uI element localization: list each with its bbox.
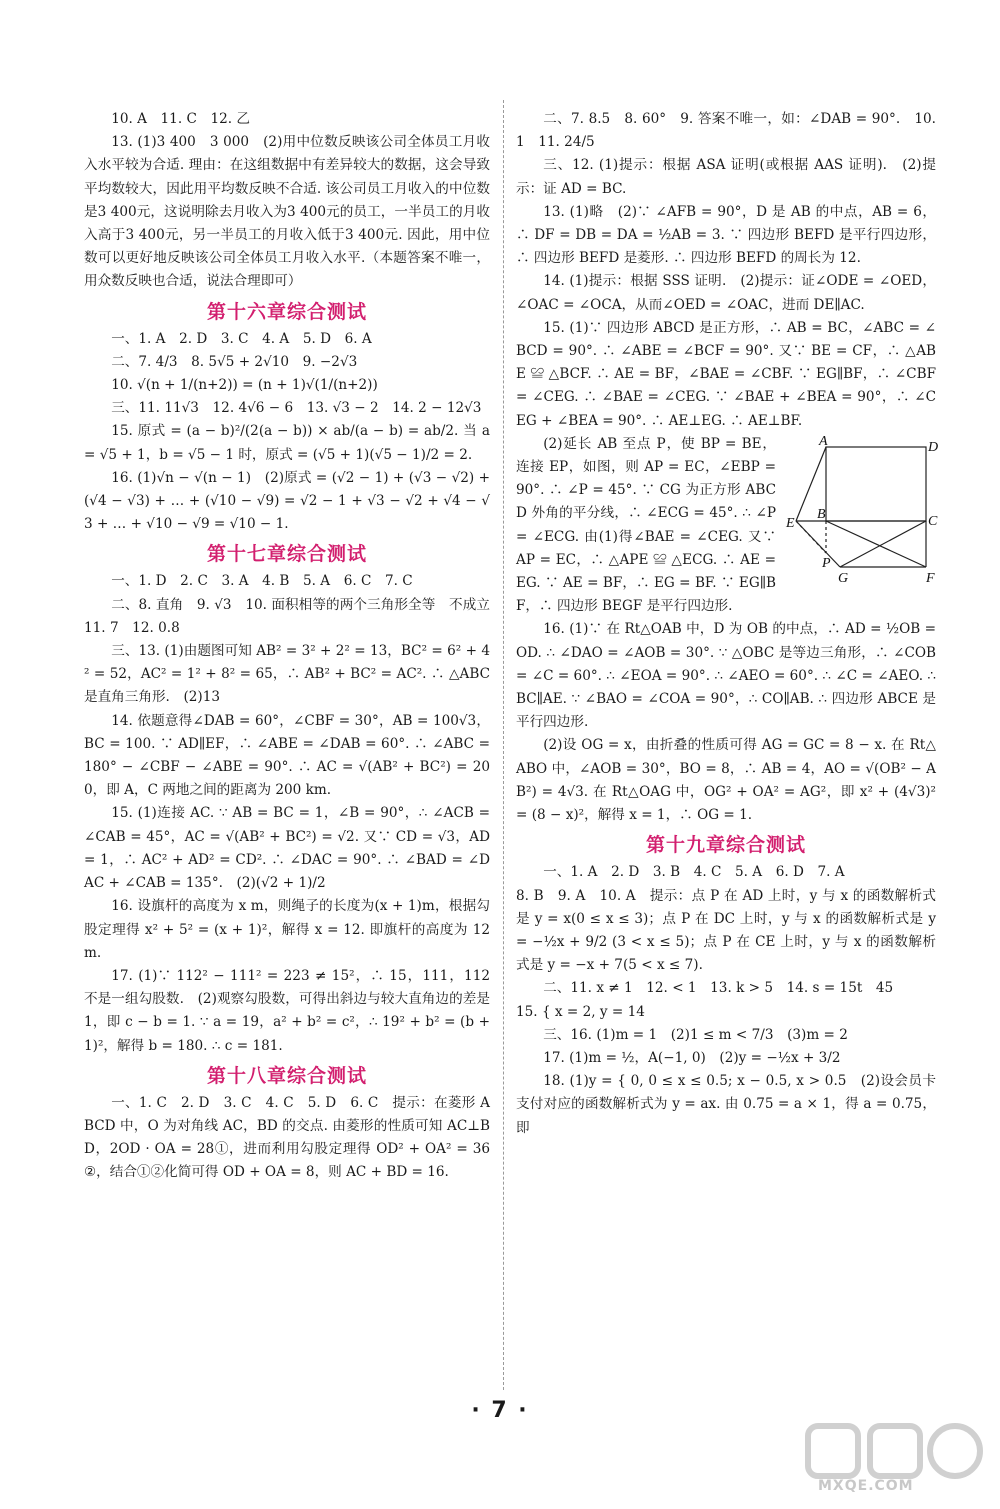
answer-paragraph: 二、7. 4/3 8. 5√5 + 2√10 9. −2√3 <box>111 353 358 370</box>
square-abcd <box>826 447 926 521</box>
answer-paragraph: 二、11. x ≠ 1 12. < 1 13. k > 5 14. s = 15t 45 <box>543 980 894 997</box>
label-e: E <box>786 515 795 531</box>
answer-paragraph: (2)延长 AB 至点 P，使 BP = BE，连接 EP，如图，则 AP = EC，∠EBP = 90°. ∴ ∠P = 45°. ∵ CG 为正方形 ABCD 外角的平分线，∴ ∠ECG = 45°. ∴ ∠P = ∠ECG. 由(1)得∠BAE = ∠CEG. 又∵ AP = EC，∴ △APE ≌ △ECG. ∴ AE = EG. ∵ AE = BF，∴ EG = BF. ∵ EG∥BF，∴ 四边形 BEGF 是平行四边形. <box>516 435 781 615</box>
chapter-16-heading: 第十六章综合测试 <box>206 300 367 323</box>
watermark-text: MXQE.COM <box>818 1478 914 1494</box>
answer-paragraph: 15. 原式 = (a − b)²/(2(a − b)) × ab/(a − b) = ab/2. 当 a = √5 + 1，b = √5 − 1 时，原式 = (√5 + 1)(√5 − 1)/2 = 2. <box>84 423 495 463</box>
segment-gc <box>840 521 926 567</box>
answer-paragraph: 16. 设旗杆的高度为 x m，则绳子的长度为(x + 1)m，根据勾股定理得 x² + 5² = (x + 1)²，解得 x = 12. 即旗杆的高度为 12 m. <box>84 898 495 961</box>
answer-paragraph: 三、13. (1)由题图可知 AB² = 3² + 2² = 13，BC² = 6² + 4² = 52，AC² = 1² + 8² = 65，∴ AB² + BC² = AC². ∴ △ABC 是直角三角形. (2)13 <box>84 643 495 706</box>
answer-paragraph: 一、1. D 2. C 3. A 4. B 5. A 6. C 7. C <box>111 573 413 590</box>
column-divider <box>503 100 504 1390</box>
label-a: A <box>819 433 828 449</box>
page-number: · 7 · <box>471 1398 529 1423</box>
answer-paragraph: 三、11. 11√3 12. 4√6 − 6 13. √3 − 2 14. 2 − 12√3 <box>111 400 482 417</box>
geometry-figure <box>786 433 939 587</box>
answer-paragraph: (2)设 OG = x，由折叠的性质可得 AG = GC = 8 − x. 在 Rt△ABO 中，∠AOB = 30°，BO = 8，∴ AB = 4，AO = √(OB² − AB²) = 4√3. 在 Rt△OAG 中，OG² + OA² = AG²，即 x² + (4√3)² = (8 − x)²，解得 x = 1，∴ OG = 1. <box>516 737 941 824</box>
label-d: D <box>928 439 939 455</box>
answer-paragraph: 18. (1)y = { 0, 0 ≤ x ≤ 0.5; x − 0.5, x > 0.5 (2)设会员卡支付对应的函数解析式为 y = ax. 由 0.75 = a × 1，得 a = 0.75，即 <box>516 1073 936 1136</box>
chapter-19-heading: 第十九章综合测试 <box>645 834 806 857</box>
answer-paragraph: 14. 依题意得∠DAB = 60°，∠CBF = 30°，AB = 100√3，BC = 100. ∵ AD∥EF，∴ ∠ABE = ∠DAB = 60°. ∴ ∠ABC = 180° − ∠CBF − ∠ABE = 90°. ∴ AC = √(AB² + BC²) = 200，即 A，C 两地之间的距离为 200 km. <box>84 712 495 799</box>
answer-paragraph: 一、1. A 2. D 3. B 4. C 5. A 6. D 7. A <box>543 864 845 881</box>
answer-paragraph: 10. √(n + 1/(n+2)) = (n + 1)√(1/(n+2)) <box>111 377 378 394</box>
answer-paragraph: 三、12. (1)提示：根据 ASA 证明(或根据 AAS 证明). (2)提示：证 AD = BC. <box>516 157 936 197</box>
answer-paragraph: 16. (1)∵ 在 Rt△OAB 中，D 为 OB 的中点，∴ AD = ½OB = OD. ∴ ∠DAO = ∠AOB = 30°. ∵ △OBC 是等边三角形，∴ ∠COB = ∠C = 60°. ∴ ∠EOA = 90°. ∴ ∠AEO = 60°. ∴ ∠C = ∠AEO. ∴ BC∥AE. ∵ ∠BAO = ∠COA = 90°，∴ CO∥AB. ∴ 四边形 ABCE 是平行四边形. <box>516 621 941 731</box>
answer-paragraph: 一、1. C 2. D 3. C 4. C 5. D 6. C 提示：在菱形 ABCD 中，O 为对角线 AC，BD 的交点. 由菱形的性质可知 AC⊥BD，2OD · OA = 28①，进而利用勾股定理得 OD² + OA² = 36②，结合①②化简可得 OD + OA = 8，则 AC + BD = 16. <box>84 1094 490 1181</box>
answer-paragraph: 二、8. 直角 9. √3 10. 面积相等的两个三角形全等 不成立 11. 7 12. 0.8 <box>84 596 504 636</box>
label-b: B <box>817 506 826 522</box>
answer-paragraph: 16. (1)√n − √(n − 1) (2)原式 = (√2 − 1) + (√3 − √2) + (√4 − √3) + … + (√10 − √9) = √2 − 1 + √3 − √2 + √4 − √3 + … + √10 − √9 = √10 − 1. <box>84 469 495 533</box>
chapter-17-heading: 第十七章综合测试 <box>206 543 367 566</box>
answer-paragraph: 三、16. (1)m = 1 (2)1 ≤ m < 7/3 (3)m = 2 <box>543 1026 848 1043</box>
answer-paragraph: 15. { x = 2, y = 14 <box>516 1003 645 1020</box>
label-g: G <box>838 570 849 586</box>
answer-paragraph: 14. (1)提示：根据 SSS 证明. (2)提示：证∠ODE = ∠OED，∠OAC = ∠OCA，从而∠OED = ∠OAC，进而 DE∥AC. <box>516 273 936 313</box>
chapter-18-heading: 第十八章综合测试 <box>206 1064 367 1087</box>
answer-paragraph: 17. (1)m = ½，A(−1, 0) (2)y = −½x + 3/2 <box>543 1049 841 1066</box>
answer-paragraph: 17. (1)∵ 112² − 111² = 223 ≠ 15²，∴ 15，111，112 不是一组勾股数. (2)观察勾股数，可得出斜边与较大直角边的差是 1，即 c − b = 1. ∵ a = 19，a² + b² = c²，∴ 19² + b² = (b + 1)²，解得 b = 180. ∴ c = 181. <box>84 967 495 1054</box>
label-p: P <box>822 555 831 571</box>
answer-paragraph: 8. B 9. A 10. A 提示：点 P 在 AD 上时，y 与 x 的函数解析式是 y = x(0 ≤ x ≤ 3)；点 P 在 DC 上时，y 与 x 的函数解析式是 y = −½x + 9/2 (3 < x ≤ 5)；点 P 在 CE 上时，y 与 x 的函数解析式是 y = −x + 7(5 < x ≤ 7). <box>516 887 941 974</box>
answer-paragraph: 二、7. 8.5 8. 60° 9. 答案不唯一，如：∠DAB = 90°. 10. 1 11. 24/5 <box>516 111 941 151</box>
answer-paragraph: 15. (1)连接 AC. ∵ AB = BC = 1，∠B = 90°，∴ ∠ACB = ∠CAB = 45°，AC = √(AB² + BC²) = √2. 又∵ CD = √3，AD = 1，∴ AC² + AD² = CD². ∴ ∠DAC = 90°. ∴ ∠BAD = ∠DAC + ∠CAB = 135°. (2)(√2 + 1)/2 <box>84 805 495 892</box>
right-column <box>516 108 941 1140</box>
segment-bf <box>826 521 926 567</box>
answer-paragraph: 一、1. A 2. D 3. C 4. A 5. D 6. A <box>111 330 372 347</box>
answer-paragraph: 10. A 11. C 12. 乙 <box>111 111 251 127</box>
answer-paragraph: 13. (1)略 (2)∵ ∠AFB = 90°，D 是 AB 的中点，AB = 6，∴ DF = DB = DA = ½AB = 3. ∵ 四边形 BEFD 是平行四边形，∴ 四边形 BEFD 是菱形. ∴ 四边形 BEFD 的周长为 12. <box>516 203 936 267</box>
label-f: F <box>926 570 935 586</box>
answer-paragraph: 15. (1)∵ 四边形 ABCD 是正方形，∴ AB = BC，∠ABC = ∠BCD = 90°. ∴ ∠ABE = ∠BCF = 90°. 又∵ BE = CF，∴ △ABE ≌ △BCF. ∴ AE = BF，∠BAE = ∠CBF. ∵ EG∥BF，∴ ∠CBF = ∠CEG. ∴ ∠BAE = ∠CEG. ∵ ∠BAE + ∠BEA = 90°，∴ ∠CEG + ∠BEA = 90°. ∴ AE⊥EG. ∴ AE⊥BF. <box>516 319 941 429</box>
left-column <box>84 108 504 1185</box>
label-c: C <box>928 513 938 529</box>
answer-paragraph: 13. (1)3 400 3 000 (2)用中位数反映该公司全体员工月收入水平较为合适. 理由：在这组数据中有差异较大的数据，这会导致平均数较大，因此用平均数反映不合适. 该公司员工月收入的中位数是3 400元，这说明除去月收入为3 400元的员工，一半员工的月收入高于3 400元，另一半员工的月收入低于3 400元. 因此，用中位数可以更好地反映该公司全体员工月收入水平.（本题答案不唯一，用众数反映也合适，说法合理即可） <box>84 134 490 290</box>
